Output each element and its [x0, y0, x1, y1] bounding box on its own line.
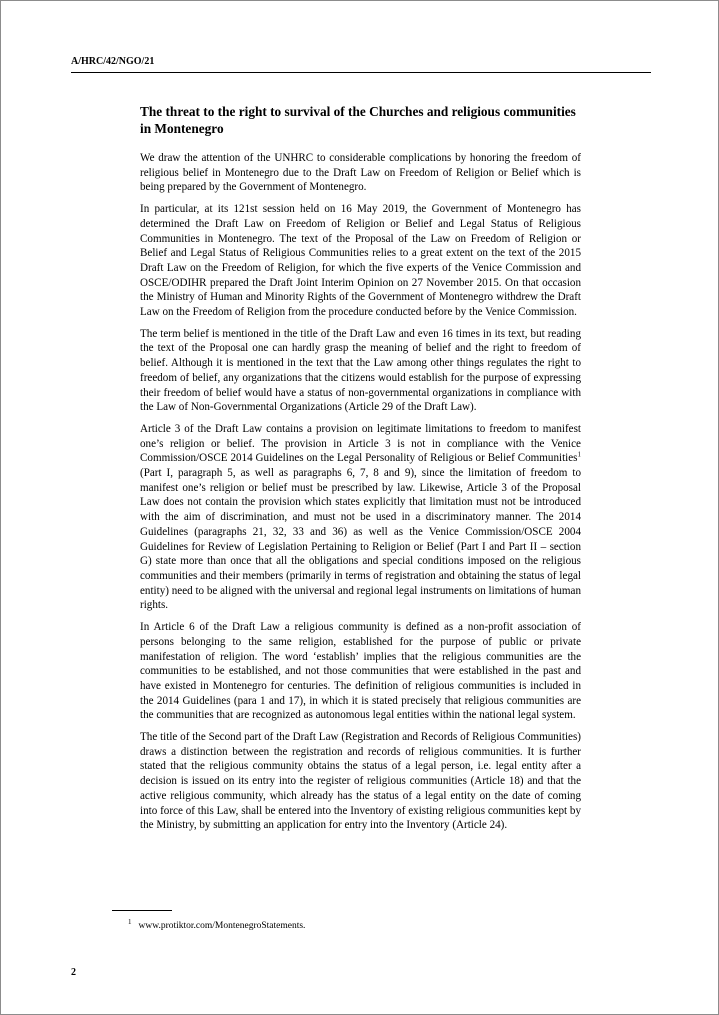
document-title: The threat to the right to survival of the Churches and religious communities in Montenegro	[140, 104, 576, 136]
footnote-link[interactable]: www.protiktor.com/MontenegroStatements.	[138, 921, 306, 932]
paragraph-4-text-start: Article 3 of the Draft Law contains a provision on legitimate limitations to freedom to manifest one’s religion or belief. The provision in Article 3 is not in compliance with the Venice Commission/OSCE 2014 Guidelines on the Legal Personality of Religious or Belief Communities	[140, 422, 581, 465]
header-rule	[71, 72, 651, 73]
footnote-rule	[112, 910, 172, 911]
paragraph-6: The title of the Second part of the Draft Law (Registration and Records of Religious Communities) draws a distinction between the registration and records of religious communities. It is further stated that the religious community obtains the status of a legal person, i.e. legal entity after a decision is issued on its entry into the register of religious communities (Article 18) and that the active religious community, which already has the status of a legal entity on the date of coming into force of this Law, shall be entered into the Inventory of existing religious communities kept by the Ministry, by submitting an application for entry into the Inventory (Article 24).	[140, 731, 581, 832]
paragraph-2: In particular, at its 121st session held on 16 May 2019, the Government of Montenegro has determined the Draft Law on Freedom of Religion or Belief and Legal Status of Religious Communities in Montenegro. The text of the Proposal of the Law on Freedom of Religion or Belief and Legal Status of Religious Communities relies to a great extent on the text of the 2015 Draft Law on the Freedom of Religion, for which the five experts of the Venice Commission and OSCE/ODIHR prepared the Draft Joint Interim Opinion on 27 November 2015. On that occasion the Ministry of Human and Minority Rights of the Government of Montenegro withdrew the Draft Law on the Freedom of Religion from the procedure conducted before by the Venice Commission.	[140, 203, 581, 319]
paragraph-4-text-end: (Part I, paragraph 5, as well as paragraphs 6, 7, 8 and 9), since the limitation of freedom to manifest one’s religion or belief must be prescribed by law. Likewise, Article 3 of the Proposal Law does not contain the provision which states explicitly that limitation must not be introduced with the aim of discrimination, and must not be used in a discriminatory manner. The 2014 Guidelines (paragraphs 21, 32, 33 and 36) as well as the Venice Commission/OSCE 2004 Guidelines for Review of Legislation Pertaining to Religion or Belief (Part I and Part II – section G) state more than once that all the obligations and special conditions imposed on the religious communities and their members (primarily in terms of registration and obtaining the status of legal entity) need to be aligned with the universal and regional legal instruments on limitations of human rights.	[140, 467, 581, 612]
paragraph-3: The term belief is mentioned in the title of the Draft Law and even 16 times in its text, but reading the text of the Proposal one can hardly grasp the meaning of belief and the right to freedom of belief. Although it is mentioned in the text that the Law among other things regulates the right to freedom of belief, any organizations that the citizens would establish for the purpose of expressing their freedom of belief would have a status of non-governmental organizations in compliance with the Law of Non-Governmental Organizations (Article 29 of the Draft Law).	[140, 327, 581, 414]
footnote-reference[interactable]: 1	[577, 450, 581, 459]
footnote-number: 1	[128, 918, 132, 926]
page-number: 2	[71, 967, 76, 978]
paragraph-5: In Article 6 of the Draft Law a religious community is defined as a non-profit association of persons belonging to the same religion, established for the purpose of public or private manifestation of religion. The word ‘establish’ implies that the religious communities are the communities to be established, and not those communities that were established in the past and have existed in Montenegro for centuries. The definition of religious communities is included in the 2014 Guidelines (para 1 and 17), in which it is stated precisely that religious communities are the communities that are recognized as autonomous legal entities within the national legal system.	[140, 621, 581, 722]
paragraph-1: We draw the attention of the UNHRC to considerable complications by honoring the freedom of religious belief in Montenegro due to the Draft Law on Freedom of Religion or Belief which is being prepared by the Government of Montenegro.	[140, 152, 581, 194]
paragraph-4	[140, 422, 581, 613]
document-symbol: A/HRC/42/NGO/21	[71, 56, 155, 67]
document-body	[140, 104, 581, 840]
footnote	[128, 918, 305, 931]
